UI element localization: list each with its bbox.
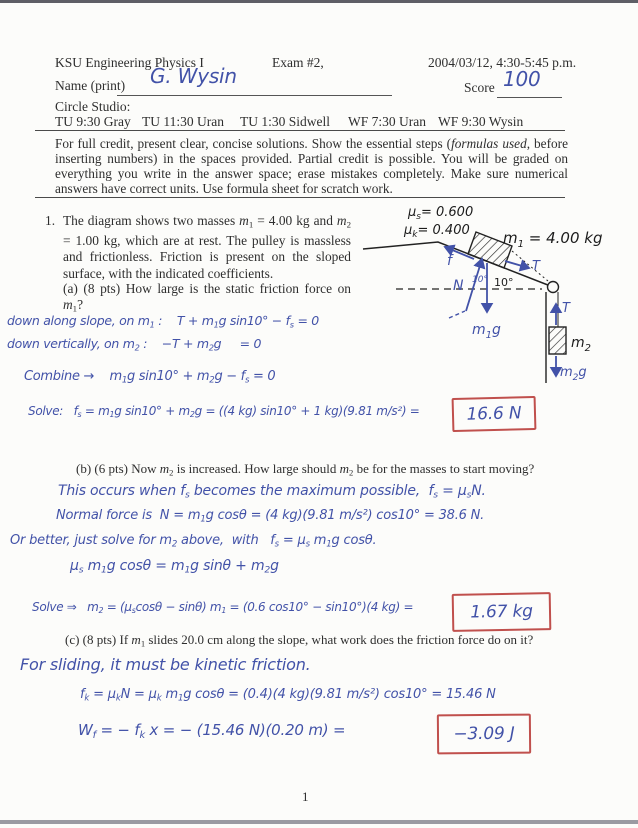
solution-b-line2: Normal force is $N = m_1g$ cosθ = (4 kg)(9.81 m/s²) cos10° = 38.6 N. bbox=[56, 508, 485, 525]
exam-instructions: For full credit, present clear, concise solutions. Show the essential steps (formulas used, before inserting numbers) in the spaces provided. Partial credit is possible. You will be graded on everything you write in the answer space; erase mistakes completely. Make sure numerical answers have correct units. Use formula sheet for scratch work. bbox=[55, 136, 568, 196]
answer-box-c bbox=[437, 714, 531, 755]
free-body-diagram bbox=[355, 195, 638, 400]
course-title: KSU Engineering Physics I bbox=[55, 55, 204, 70]
normal-force-arrow bbox=[466, 259, 482, 311]
scan-artifact-top-band bbox=[0, 0, 638, 3]
studio-option-4: WF 7:30 Uran bbox=[348, 114, 426, 129]
weight-m1-label: $m_1g$ bbox=[472, 322, 501, 341]
solution-c-line2: $f_k = \mu_kN = \mu_k$ $m_1g$ cosθ = (0.4)(4 kg)(9.81 m/s²) cos10° = 15.46 N bbox=[80, 687, 496, 704]
studio-option-3: TU 1:30 Sidwell bbox=[240, 114, 330, 129]
answer-c-value: −3.09 J bbox=[453, 723, 515, 745]
normal-label: N bbox=[453, 278, 464, 294]
angle-small-label: 10° bbox=[472, 275, 488, 285]
tension-vertical-label: T bbox=[562, 301, 570, 316]
exam-title: Exam #2, bbox=[272, 55, 324, 70]
solution-a-solve: Solve: $f_s = m_1g$ $\sin 10^\circ + m_2g = ((4$ kg) sin10° + 1 kg)(9.81 m/s²) = bbox=[28, 404, 420, 420]
name-underline bbox=[117, 95, 392, 96]
mu-k-label: $\mu_k= 0.400$ bbox=[404, 223, 470, 240]
problem-statement: The diagram shows two masses $m_1 = 4.00$ kg and $m_2 = 1.00$ kg, which are at rest. The pulley is massless and frictionless. Friction is present on the sloped surface, with the indicated coefficients. bbox=[63, 213, 352, 281]
part-a-question: (a) (8 pts) How large is the static friction force on $m_1$? bbox=[63, 281, 351, 314]
studio-option-2: TU 11:30 Uran bbox=[142, 114, 224, 129]
answer-b-value: 1.67 kg bbox=[470, 601, 533, 623]
solution-b-solve: Solve ⇒ $m_2 = (\mu_s\cos\theta - \sin\theta) m_1 = (0.6$ cos10° − sin10°)(4 kg) = bbox=[32, 600, 414, 616]
exam-datetime: 2004/03/12, 4:30-5:45 p.m. bbox=[428, 55, 577, 70]
friction-label: f bbox=[447, 253, 452, 269]
score-label: Score bbox=[464, 80, 495, 95]
rope-on-slope bbox=[512, 251, 548, 281]
block-m2 bbox=[549, 327, 566, 354]
solution-b-line1: This occurs when $f_s$ becomes the maximum possible, $f_s = \mu_sN$. bbox=[58, 483, 486, 501]
circle-studio-label: Circle Studio: bbox=[55, 99, 131, 114]
answer-box-a bbox=[452, 396, 537, 432]
solution-a-line1: down along slope, on $m_1$ : $T + m_1g$ $\sin 10^\circ - f_s = 0$ bbox=[7, 313, 319, 330]
studio-option-1: TU 9:30 Gray bbox=[55, 114, 131, 129]
pulley-icon bbox=[548, 282, 559, 293]
mass-m1-label: $m_1 = 4.00$ kg bbox=[503, 229, 603, 250]
part-b-question: (b) (6 pts) Now $m_2$ is increased. How large should $m_2$ be for the masses to start moving? bbox=[76, 461, 535, 478]
solution-b-line4: $\mu_s$ $m_1g$ $\cos\theta = m_1g$ $\sin\theta + m_2g$ bbox=[70, 558, 279, 576]
problem-number: 1. bbox=[45, 213, 56, 228]
score-underline bbox=[497, 97, 562, 98]
answer-box-b bbox=[452, 592, 552, 632]
solution-a-line2: down vertically, on $m_2$ : $-T + m_2g$ = 0 bbox=[7, 336, 262, 353]
handwritten-name: G. Wysin bbox=[150, 64, 237, 88]
solution-b-line3: Or better, just solve for $m_2$ above, with $f_s = \mu_s$ $m_1g$ cosθ. bbox=[10, 533, 377, 550]
tension-slope-label: T bbox=[532, 259, 540, 274]
header-divider bbox=[35, 130, 565, 131]
mass-m2-label: $m_2$ bbox=[571, 335, 592, 354]
scan-artifact-bottom-band bbox=[0, 820, 638, 824]
slope-angle-label: 10° bbox=[494, 276, 514, 289]
handwritten-score: 100 bbox=[503, 67, 541, 91]
name-label: Name (print) bbox=[55, 78, 126, 93]
solution-a-combine: Combine → $m_1g$ $\sin 10^\circ + m_2g - f_s = 0$ bbox=[24, 369, 276, 386]
studio-option-5: WF 9:30 Wysin bbox=[438, 114, 524, 129]
page-number: 1 bbox=[302, 789, 309, 804]
solution-c-line1: For sliding, it must be kinetic friction. bbox=[20, 655, 311, 674]
answer-a-value: 16.6 N bbox=[466, 403, 522, 425]
tension-slope-arrow bbox=[505, 261, 529, 268]
solution-c-line3: $W_f$ = − $f_k$ x = − (15.46 N)(0.20 m) = bbox=[78, 721, 346, 741]
weight-m2-label: $m_2g$ bbox=[560, 365, 587, 383]
mu-s-label: $\mu_s= 0.600$ bbox=[408, 205, 474, 222]
normal-arrow-dashed-tail bbox=[449, 311, 465, 318]
part-c-question: (c) (8 pts) If $m_1$ slides 20.0 cm along the slope, what work does the friction force do on it? bbox=[65, 632, 534, 649]
